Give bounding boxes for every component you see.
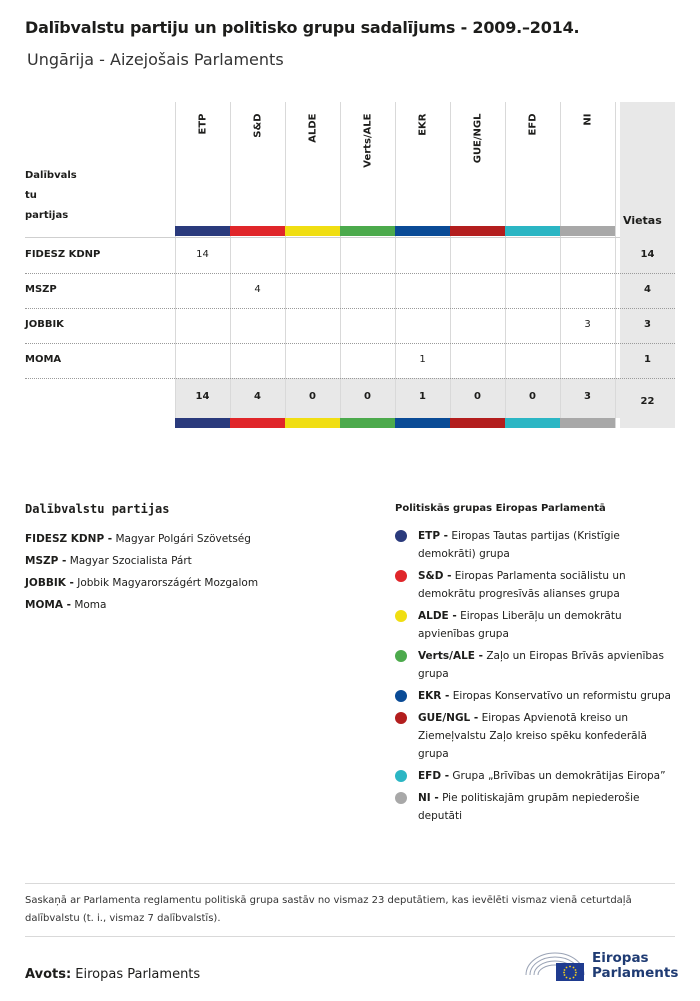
group-legend-item xyxy=(395,767,675,785)
group-color-bar xyxy=(395,418,450,428)
group-legend-item xyxy=(395,647,675,683)
source xyxy=(25,967,200,982)
party-name: Magyar Szocialista Párt xyxy=(69,555,192,567)
groups-legend-title: Politiskās grupas Eiropas Parlamentā xyxy=(395,503,606,514)
table-cell: 3 xyxy=(584,319,591,330)
group-header-sd xyxy=(230,102,285,226)
party-legend-item xyxy=(25,550,365,572)
party-code: FIDESZ KDNP - xyxy=(25,533,113,545)
group-code: ALDE - xyxy=(418,610,457,622)
parties-legend-title: Dalībvalstu partijas xyxy=(25,502,170,516)
group-color-bar xyxy=(505,418,560,428)
page-subtitle: Ungārija - Aizejošais Parlaments xyxy=(27,50,284,69)
group-legend-item xyxy=(395,789,675,825)
table-cell: 1 xyxy=(419,354,426,365)
group-total: 0 xyxy=(474,391,481,402)
group-legend-item xyxy=(395,709,675,763)
divider xyxy=(25,883,675,884)
group-code: EKR - xyxy=(418,690,450,702)
seats-header: Vietas xyxy=(623,214,662,227)
group-header-alde xyxy=(285,102,340,226)
group-name: Pie politiskajām grupām nepiederošie deputāti xyxy=(418,792,640,822)
group-name: Grupa „Brīvības un demokrātijas Eiropa” xyxy=(452,770,666,782)
party-code: MSZP - xyxy=(25,555,67,567)
header-divider xyxy=(25,237,620,238)
group-color-dot xyxy=(395,570,407,582)
group-color-bar xyxy=(395,226,450,236)
group-color-bar xyxy=(560,226,615,236)
row-divider xyxy=(25,343,675,344)
group-color-dot xyxy=(395,712,407,724)
divider xyxy=(25,936,675,937)
group-name: Zaļo un Eiropas Brīvās apvienības grupa xyxy=(418,650,664,680)
group-header-label: EFD xyxy=(527,113,538,136)
group-color-dot xyxy=(395,690,407,702)
group-color-bar xyxy=(560,418,615,428)
grand-total: 22 xyxy=(640,396,655,407)
party-name: Magyar Polgári Szövetség xyxy=(115,533,251,545)
group-legend-item xyxy=(395,567,675,603)
group-name: Eiropas Konservatīvo un reformistu grupa xyxy=(452,690,671,702)
party-legend-item xyxy=(25,528,365,550)
group-header-vertsale xyxy=(340,102,395,226)
group-color-bar xyxy=(340,226,395,236)
group-color-dot xyxy=(395,610,407,622)
row-total: 4 xyxy=(644,284,651,295)
row-divider xyxy=(25,378,675,379)
group-name: Eiropas Liberāļu un demokrātu apvienības grupa xyxy=(418,610,622,640)
group-total: 0 xyxy=(529,391,536,402)
group-color-dot xyxy=(395,770,407,782)
group-header-label: ETP xyxy=(197,113,208,135)
group-header-label: S&D xyxy=(252,113,263,138)
group-total: 14 xyxy=(195,391,210,402)
group-total: 3 xyxy=(584,391,591,402)
group-color-bar xyxy=(230,226,285,236)
group-legend-item xyxy=(395,607,675,643)
footnote: Saskaņā ar Parlamenta reglamentu politiskā grupa sastāv no vismaz 23 deputātiem, kas ievēlēti vismaz vienā ceturtdaļā dalībvalstu (t. i., vismaz 7 dalībvalstīs). xyxy=(25,895,632,924)
group-color-bar xyxy=(505,226,560,236)
group-color-bar xyxy=(450,226,505,236)
group-code: NI - xyxy=(418,792,439,804)
ep-logo xyxy=(522,945,677,985)
row-total: 3 xyxy=(644,319,651,330)
group-header-label: NI xyxy=(582,113,593,126)
group-color-dot xyxy=(395,530,407,542)
ep-logo-text: Eiropas Parlaments xyxy=(592,950,679,981)
group-color-bar xyxy=(450,418,505,428)
group-color-bar xyxy=(230,418,285,428)
group-color-bar xyxy=(340,418,395,428)
parties-legend xyxy=(25,528,365,616)
group-name: Eiropas Apvienotā kreiso un Ziemeļvalstu Zaļo kreiso spēku konfederālā grupa xyxy=(418,712,647,760)
group-legend-item xyxy=(395,527,675,563)
group-color-dot xyxy=(395,792,407,804)
group-name: Eiropas Parlamenta sociālistu un demokrātu progresīvās alianses grupa xyxy=(418,570,626,600)
group-code: S&D - xyxy=(418,570,452,582)
source-value: Eiropas Parlaments xyxy=(75,967,201,982)
table-row-party: FIDESZ KDNP xyxy=(25,249,101,260)
group-header-guengl xyxy=(450,102,505,226)
group-header-etp xyxy=(175,102,230,226)
group-header-label: EKR xyxy=(417,113,428,136)
row-header-label: Dalībvals tu partijas xyxy=(25,170,77,221)
group-color-bar xyxy=(175,418,230,428)
party-legend-item xyxy=(25,572,365,594)
row-divider xyxy=(25,273,675,274)
groups-legend xyxy=(395,527,675,829)
group-header-label: GUE/NGL xyxy=(472,113,483,164)
group-total: 0 xyxy=(364,391,371,402)
group-code: Verts/ALE - xyxy=(418,650,483,662)
group-header-ekr xyxy=(395,102,450,226)
group-color-dot xyxy=(395,650,407,662)
group-header-label: ALDE xyxy=(307,113,318,143)
group-code: GUE/NGL - xyxy=(418,712,479,724)
group-color-bar xyxy=(285,418,340,428)
row-divider xyxy=(25,308,675,309)
party-code: JOBBIK - xyxy=(25,577,74,589)
party-name: Jobbik Magyarországért Mozgalom xyxy=(77,577,259,589)
page-title: Dalībvalstu partiju un politisko grupu sadalījums - 2009.–2014. xyxy=(25,18,580,37)
group-code: ETP - xyxy=(418,530,449,542)
group-color-bar xyxy=(175,226,230,236)
party-name: Moma xyxy=(74,599,107,611)
european-parliament-hemicycle-icon xyxy=(522,945,588,983)
group-legend-item xyxy=(395,687,675,705)
table-row-party: MSZP xyxy=(25,284,57,295)
distribution-table xyxy=(25,102,675,428)
group-total: 0 xyxy=(309,391,316,402)
table-cell: 4 xyxy=(254,284,261,295)
group-name: Eiropas Tautas partijas (Kristīgie demokrāti) grupa xyxy=(418,530,620,560)
row-total: 14 xyxy=(640,249,655,260)
group-header-label: Verts/ALE xyxy=(362,113,373,168)
group-total: 1 xyxy=(419,391,426,402)
source-label: Avots: xyxy=(25,967,72,982)
group-header-ni xyxy=(560,102,615,226)
column-divider xyxy=(615,102,616,428)
table-row-party: MOMA xyxy=(25,354,62,365)
party-legend-item xyxy=(25,594,365,616)
group-code: EFD - xyxy=(418,770,450,782)
group-total: 4 xyxy=(254,391,261,402)
group-color-bar xyxy=(285,226,340,236)
party-code: MOMA - xyxy=(25,599,71,611)
table-cell: 14 xyxy=(196,249,209,260)
row-total: 1 xyxy=(644,354,651,365)
seats-column-background xyxy=(620,102,675,428)
table-row-party: JOBBIK xyxy=(25,319,64,330)
group-header-efd xyxy=(505,102,560,226)
